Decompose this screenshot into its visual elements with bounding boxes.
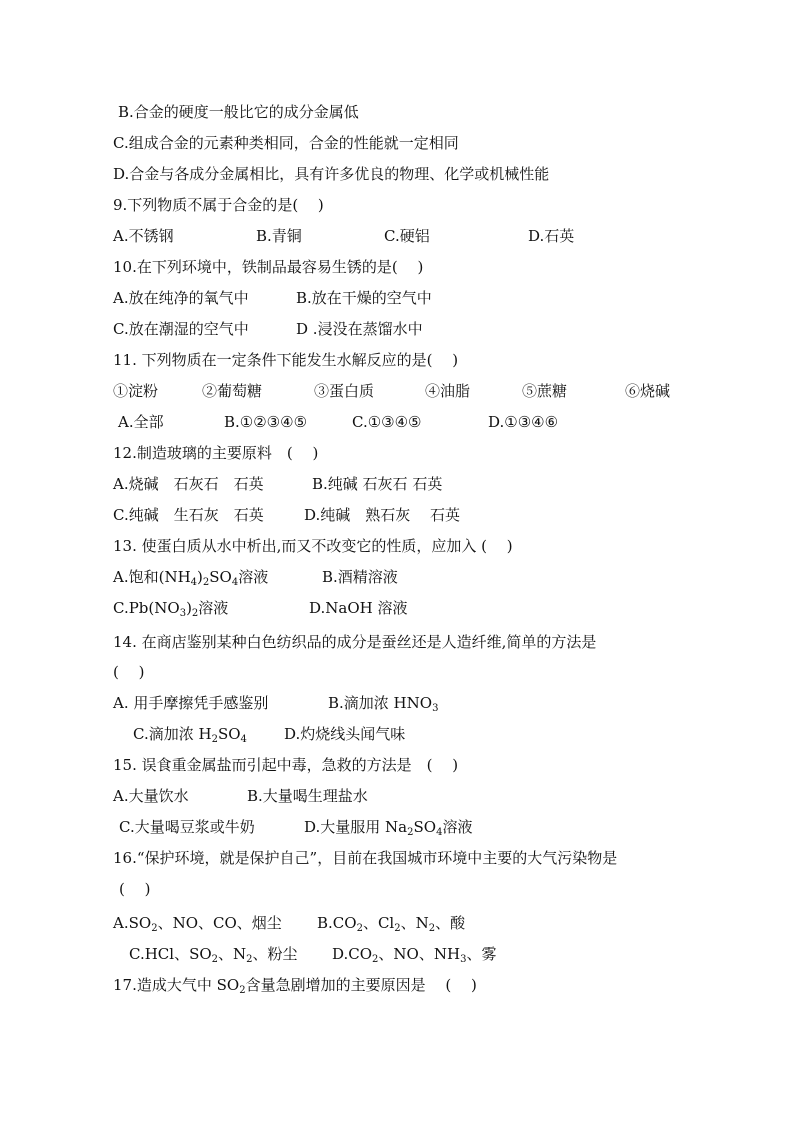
option-text: D .浸没在蒸馏水中 bbox=[296, 320, 423, 338]
text-line bbox=[0, 255, 794, 279]
text-line bbox=[0, 410, 794, 434]
text-line bbox=[0, 815, 794, 839]
option-text: D.灼烧线头闻气味 bbox=[284, 725, 406, 743]
option-text: D.NaOH 溶液 bbox=[309, 599, 408, 617]
option-text: ④油脂 bbox=[425, 382, 471, 400]
line-text: 12.制造玻璃的主要原料 ( ) bbox=[113, 444, 319, 462]
option-text: ③蛋白质 bbox=[314, 382, 375, 400]
option-text: D.①③④⑥ bbox=[488, 413, 559, 431]
option-text: D.纯碱 熟石灰 石英 bbox=[304, 506, 461, 524]
option-text: C.硬铝 bbox=[384, 227, 430, 245]
line-text: C.滴加浓 $H_2SO_4$ bbox=[133, 725, 247, 745]
line-text: C.放在潮湿的空气中 bbox=[113, 320, 249, 338]
option-text: B.①②③④⑤ bbox=[224, 413, 308, 431]
text-line bbox=[0, 784, 794, 808]
text-line bbox=[0, 162, 794, 186]
line-text: A. 用手摩擦凭手感鉴别 bbox=[113, 694, 269, 712]
line-text: 11. 下列物质在一定条件下能发生水解反应的是( ) bbox=[113, 351, 459, 369]
text-line bbox=[0, 753, 794, 777]
text-line bbox=[0, 942, 794, 966]
line-text: 14. 在商店鉴别某种白色纺织品的成分是蚕丝还是人造纤维,简单的方法是 bbox=[113, 633, 597, 651]
text-line bbox=[0, 286, 794, 310]
option-text: B.纯碱 石灰石 石英 bbox=[312, 475, 443, 493]
line-text: C.HCl、$SO_2$、$N_2$、粉尘 bbox=[129, 945, 298, 965]
line-text: ①淀粉 bbox=[113, 382, 159, 400]
text-line bbox=[0, 973, 794, 997]
text-line bbox=[0, 660, 794, 684]
line-text: 16.“保护环境，就是保护自己”，目前在我国城市环境中主要的大气污染物是 bbox=[113, 849, 618, 867]
text-line bbox=[0, 441, 794, 465]
option-text: B.大量喝生理盐水 bbox=[247, 787, 368, 805]
line-text: B.合金的硬度一般比它的成分金属低 bbox=[118, 103, 359, 121]
option-text: B.酒精溶液 bbox=[322, 568, 398, 586]
line-text: $C.Pb(NO_3)_2$溶液 bbox=[113, 599, 229, 619]
line-text: C.大量喝豆浆或牛奶 bbox=[119, 818, 255, 836]
text-line bbox=[0, 472, 794, 496]
text-line bbox=[0, 193, 794, 217]
text-line bbox=[0, 911, 794, 935]
line-text: A.不锈钢 bbox=[113, 227, 174, 245]
line-text: 10.在下列环境中，铁制品最容易生锈的是( ) bbox=[113, 258, 424, 276]
text-line bbox=[0, 100, 794, 124]
text-line bbox=[0, 630, 794, 654]
text-line bbox=[0, 565, 794, 589]
text-line bbox=[0, 846, 794, 870]
option-text: D.石英 bbox=[528, 227, 575, 245]
line-text: C.组成合金的元素种类相同，合金的性能就一定相同 bbox=[113, 134, 459, 152]
line-text: ( ) bbox=[119, 880, 151, 898]
text-line bbox=[0, 691, 794, 715]
option-text: ⑥烧碱 bbox=[625, 382, 671, 400]
line-text: 15. 误食重金属盐而引起中毒，急救的方法是 ( ) bbox=[113, 756, 459, 774]
option-text: $B.CO_2$、$Cl_2$、$N_2$、酸 bbox=[317, 914, 466, 934]
option-text: $D.CO_2$、NO、$NH_3$、雾 bbox=[332, 945, 497, 965]
text-line bbox=[0, 379, 794, 403]
text-line bbox=[0, 722, 794, 746]
option-text: ⑤蔗糖 bbox=[522, 382, 568, 400]
text-line bbox=[0, 317, 794, 341]
line-text: A.放在纯净的氧气中 bbox=[113, 289, 249, 307]
option-text: B.滴加浓 $HNO_3$ bbox=[328, 694, 439, 714]
text-line bbox=[0, 534, 794, 558]
line-text: 13. 使蛋白质从水中析出,而又不改变它的性质，应加入 ( ) bbox=[113, 537, 513, 555]
line-text: A.大量饮水 bbox=[113, 787, 189, 805]
option-text: B.放在干燥的空气中 bbox=[296, 289, 432, 307]
line-text: 9.下列物质不属于合金的是( ) bbox=[113, 196, 324, 214]
option-text: B.青铜 bbox=[256, 227, 302, 245]
option-text: D.大量服用 $Na_2SO_4$溶液 bbox=[304, 818, 473, 838]
line-text: 17.造成大气中 $SO_2$含量急剧增加的主要原因是 ( ) bbox=[113, 976, 477, 996]
line-text: $A.SO_2$、NO、CO、烟尘 bbox=[113, 914, 282, 934]
line-text: C.纯碱 生石灰 石英 bbox=[113, 506, 264, 524]
text-line bbox=[0, 877, 794, 901]
line-text: A.烧碱 石灰石 石英 bbox=[113, 475, 264, 493]
option-text: ②葡萄糖 bbox=[202, 382, 263, 400]
text-line bbox=[0, 224, 794, 248]
text-line bbox=[0, 131, 794, 155]
text-line bbox=[0, 503, 794, 527]
option-text: C.①③④⑤ bbox=[352, 413, 422, 431]
line-text: ( ) bbox=[113, 663, 145, 681]
line-text: D.合金与各成分金属相比，具有许多优良的物理、化学或机械性能 bbox=[113, 165, 550, 183]
line-text: A.全部 bbox=[118, 413, 164, 431]
text-line bbox=[0, 596, 794, 620]
text-line bbox=[0, 348, 794, 372]
line-text: A.饱和$(NH_4)_2SO_4$溶液 bbox=[113, 568, 269, 588]
